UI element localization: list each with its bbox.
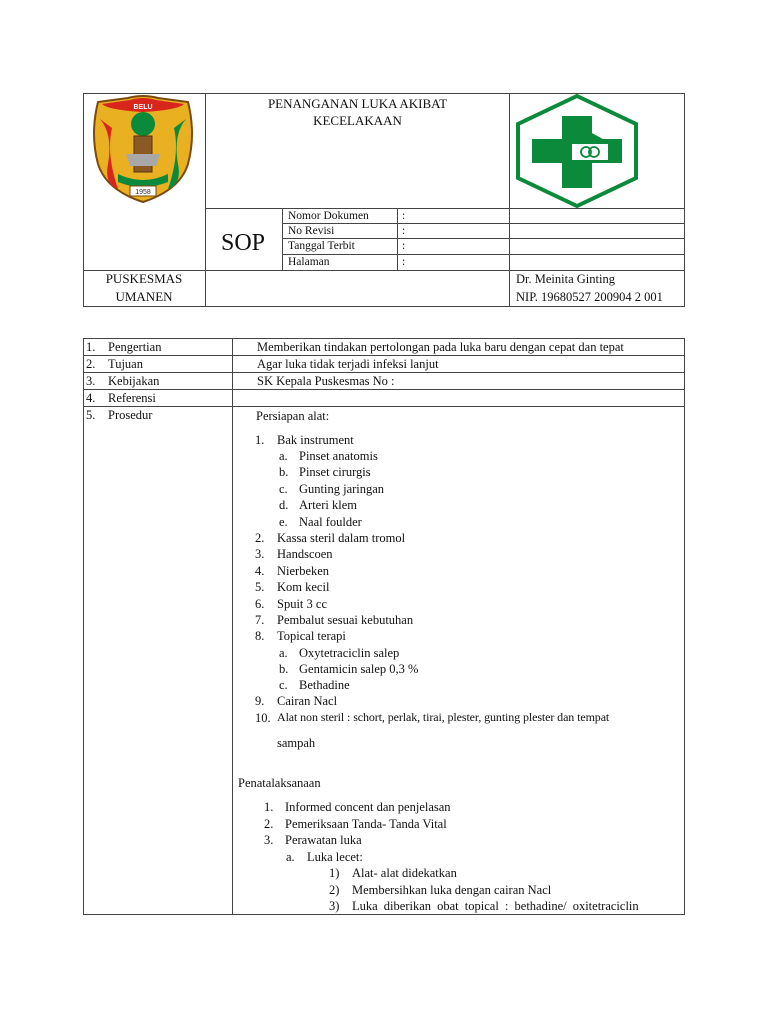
list-number: 7. xyxy=(255,613,265,627)
list-item: Pembalut sesuai kebutuhan xyxy=(277,613,414,627)
list-item: sampah xyxy=(277,736,316,750)
list-item: Naal foulder xyxy=(299,515,362,529)
meta-label-tanggal-terbit: Tanggal Terbit xyxy=(288,240,355,252)
meta-label-halaman: Halaman xyxy=(288,256,330,268)
document-title-line1: PENANGANAN LUKA AKIBAT xyxy=(267,96,448,111)
meta-label-no-revisi: No Revisi xyxy=(288,225,335,237)
puskesmas-logo xyxy=(514,94,640,208)
list-item: Alat- alat didekatkan xyxy=(352,866,457,880)
list-number: c. xyxy=(279,482,288,496)
list-item: Arteri klem xyxy=(299,498,357,512)
row-label-referensi: Referensi xyxy=(108,391,156,405)
row-content-tujuan: Agar luka tidak terjadi infeksi lanjut xyxy=(257,357,439,371)
list-number: b. xyxy=(279,662,289,676)
list-item: Bethadine xyxy=(299,678,350,692)
list-number: d. xyxy=(279,498,289,512)
list-number: 9. xyxy=(255,694,265,708)
list-item: Kom kecil xyxy=(277,580,330,594)
list-item: Pinset anatomis xyxy=(299,449,378,463)
document-title-line2: KECELAKAAN xyxy=(313,113,402,128)
row-content-pengertian: Memberikan tindakan pertolongan pada luka baru dengan cepat dan tepat xyxy=(257,340,624,354)
persiapan-heading: Persiapan alat: xyxy=(256,409,330,423)
list-number: 2. xyxy=(264,817,274,831)
meta-label-nomor-dokumen: Nomor Dokumen xyxy=(288,210,369,222)
list-item: Kassa steril dalam tromol xyxy=(277,531,406,545)
list-number: a. xyxy=(286,850,295,864)
list-number: 1. xyxy=(255,433,265,447)
seal-top-text: BELU xyxy=(133,104,153,111)
row-number: 3. xyxy=(86,374,96,388)
list-item: Nierbeken xyxy=(277,564,330,578)
list-number: 1) xyxy=(329,866,340,880)
list-number: c. xyxy=(279,678,288,692)
list-number: 10. xyxy=(255,711,271,725)
meta-sep: : xyxy=(402,256,406,268)
list-number: 2. xyxy=(255,531,265,545)
list-item: Luka lecet: xyxy=(307,850,363,864)
row-number: 1. xyxy=(86,340,96,354)
list-item: Perawatan luka xyxy=(285,833,362,847)
sop-label: SOP xyxy=(221,230,266,256)
list-number: a. xyxy=(279,646,288,660)
meta-sep: : xyxy=(402,210,406,222)
meta-sep: : xyxy=(402,225,406,237)
list-item: Cairan Nacl xyxy=(277,694,338,708)
list-number: b. xyxy=(279,465,289,479)
org-name-line2: UMANEN xyxy=(115,289,173,304)
list-number: 3) xyxy=(329,899,340,913)
list-item: Topical terapi xyxy=(277,629,346,643)
list-item: Handscoen xyxy=(277,547,333,561)
row-label-kebijakan: Kebijakan xyxy=(108,374,160,388)
list-item: Bak instrument xyxy=(277,433,354,447)
list-item: Alat non steril : schort, perlak, tirai, plester, gunting plester dan tempat xyxy=(277,710,610,724)
list-number: e. xyxy=(279,515,288,529)
list-number: 5. xyxy=(255,580,265,594)
row-number: 2. xyxy=(86,357,96,371)
list-number: a. xyxy=(279,449,288,463)
list-number: 1. xyxy=(264,800,274,814)
seal-bottom-text: 1958 xyxy=(135,189,151,196)
row-content-kebijakan: SK Kepala Puskesmas No : xyxy=(257,374,395,388)
list-item: Informed concent dan penjelasan xyxy=(285,800,451,814)
list-number: 6. xyxy=(255,597,265,611)
row-number: 4. xyxy=(86,391,96,405)
org-name-line1: PUSKESMAS xyxy=(105,271,183,286)
list-number: 4. xyxy=(255,564,265,578)
row-label-tujuan: Tujuan xyxy=(108,357,143,371)
list-item: Luka diberikan obat topical : bethadine/ oxitetraciclin xyxy=(352,899,639,913)
row-label-prosedur: Prosedur xyxy=(108,408,153,422)
list-item: Membersihkan luka dengan cairan Nacl xyxy=(352,883,552,897)
list-item: Pemeriksaan Tanda- Tanda Vital xyxy=(285,817,447,831)
list-number: 8. xyxy=(255,629,265,643)
list-item: Oxytetraciclin salep xyxy=(299,646,400,660)
meta-sep: : xyxy=(402,240,406,252)
list-number: 2) xyxy=(329,883,340,897)
list-item: Gentamicin salep 0,3 % xyxy=(299,662,419,676)
list-number: 3. xyxy=(255,547,265,561)
list-item: Gunting jaringan xyxy=(299,482,385,496)
regency-seal-logo xyxy=(88,94,198,206)
row-number: 5. xyxy=(86,408,96,422)
row-label-pengertian: Pengertian xyxy=(108,340,162,354)
list-item: Pinset cirurgis xyxy=(299,465,371,479)
penatalaksanaan-heading: Penatalaksanaan xyxy=(238,776,321,790)
list-item: Spuit 3 cc xyxy=(277,597,327,611)
signer-nip: NIP. 19680527 200904 2 001 xyxy=(516,290,663,304)
list-number: 3. xyxy=(264,833,274,847)
signer-name: Dr. Meinita Ginting xyxy=(516,272,615,286)
